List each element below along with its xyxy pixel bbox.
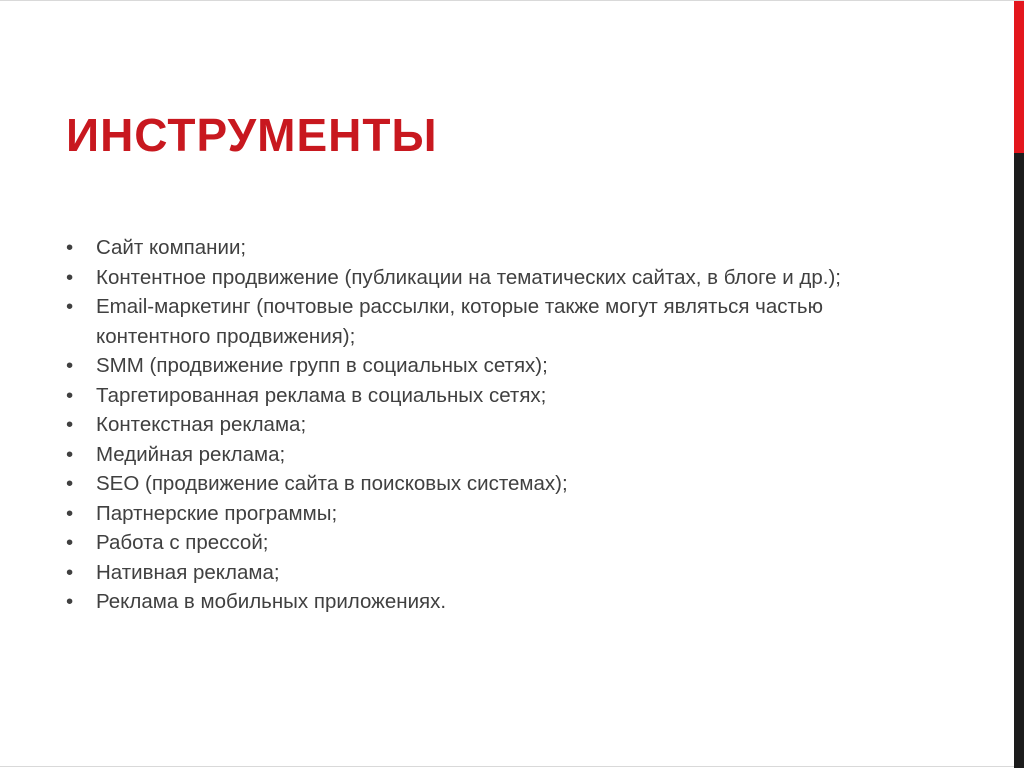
list-item-text: Работа с прессой;	[96, 531, 269, 554]
bullet-icon: •	[66, 531, 74, 554]
bullet-icon: •	[66, 472, 74, 495]
list-item-text: Медийная реклама;	[96, 442, 286, 466]
list-item	[66, 587, 896, 617]
list-item	[66, 558, 896, 588]
bullet-icon: •	[66, 295, 74, 318]
bullet-icon: •	[66, 354, 74, 377]
list-item	[66, 410, 896, 440]
list-item-text: SMM (продвижение групп в социальных сетях);	[96, 354, 548, 377]
slide-title: ИНСТРУМЕНТЫ	[66, 109, 438, 161]
list-item	[66, 351, 896, 381]
list-item-text: Нативная реклама;	[96, 560, 280, 584]
bullet-icon: •	[66, 236, 74, 259]
list-item-text: Сайт компании;	[96, 236, 247, 259]
bullet-icon: •	[66, 413, 74, 436]
list-item-text: SEO (продвижение сайта в поисковых системах);	[96, 472, 568, 495]
bullet-icon: •	[66, 383, 74, 407]
list-item-text: Email-маркетинг (почтовые рассылки, которые также могут являться частью контентного продвижения);	[96, 295, 823, 348]
list-item	[66, 440, 896, 470]
list-item-text: Контентное продвижение (публикации на тематических сайтах, в блоге и др.);	[96, 265, 842, 289]
bullet-icon: •	[66, 590, 74, 613]
accent-bar-red	[1014, 1, 1024, 153]
bullet-icon: •	[66, 442, 74, 466]
bullet-icon: •	[66, 560, 74, 584]
bullet-list	[66, 233, 896, 617]
list-item	[66, 499, 896, 529]
list-item	[66, 233, 896, 263]
bullet-icon: •	[66, 501, 74, 525]
list-item-text: Таргетированная реклама в социальных сетях;	[96, 383, 547, 407]
list-item	[66, 263, 896, 293]
list-item	[66, 528, 896, 558]
list-item-text: Партнерские программы;	[96, 501, 338, 525]
list-item	[66, 292, 896, 351]
accent-bar-dark	[1014, 153, 1024, 768]
list-item-text: Реклама в мобильных приложениях.	[96, 590, 447, 613]
bullet-icon: •	[66, 265, 74, 289]
list-item-text: Контекстная реклама;	[96, 413, 307, 436]
list-item	[66, 469, 896, 499]
list-item	[66, 381, 896, 411]
